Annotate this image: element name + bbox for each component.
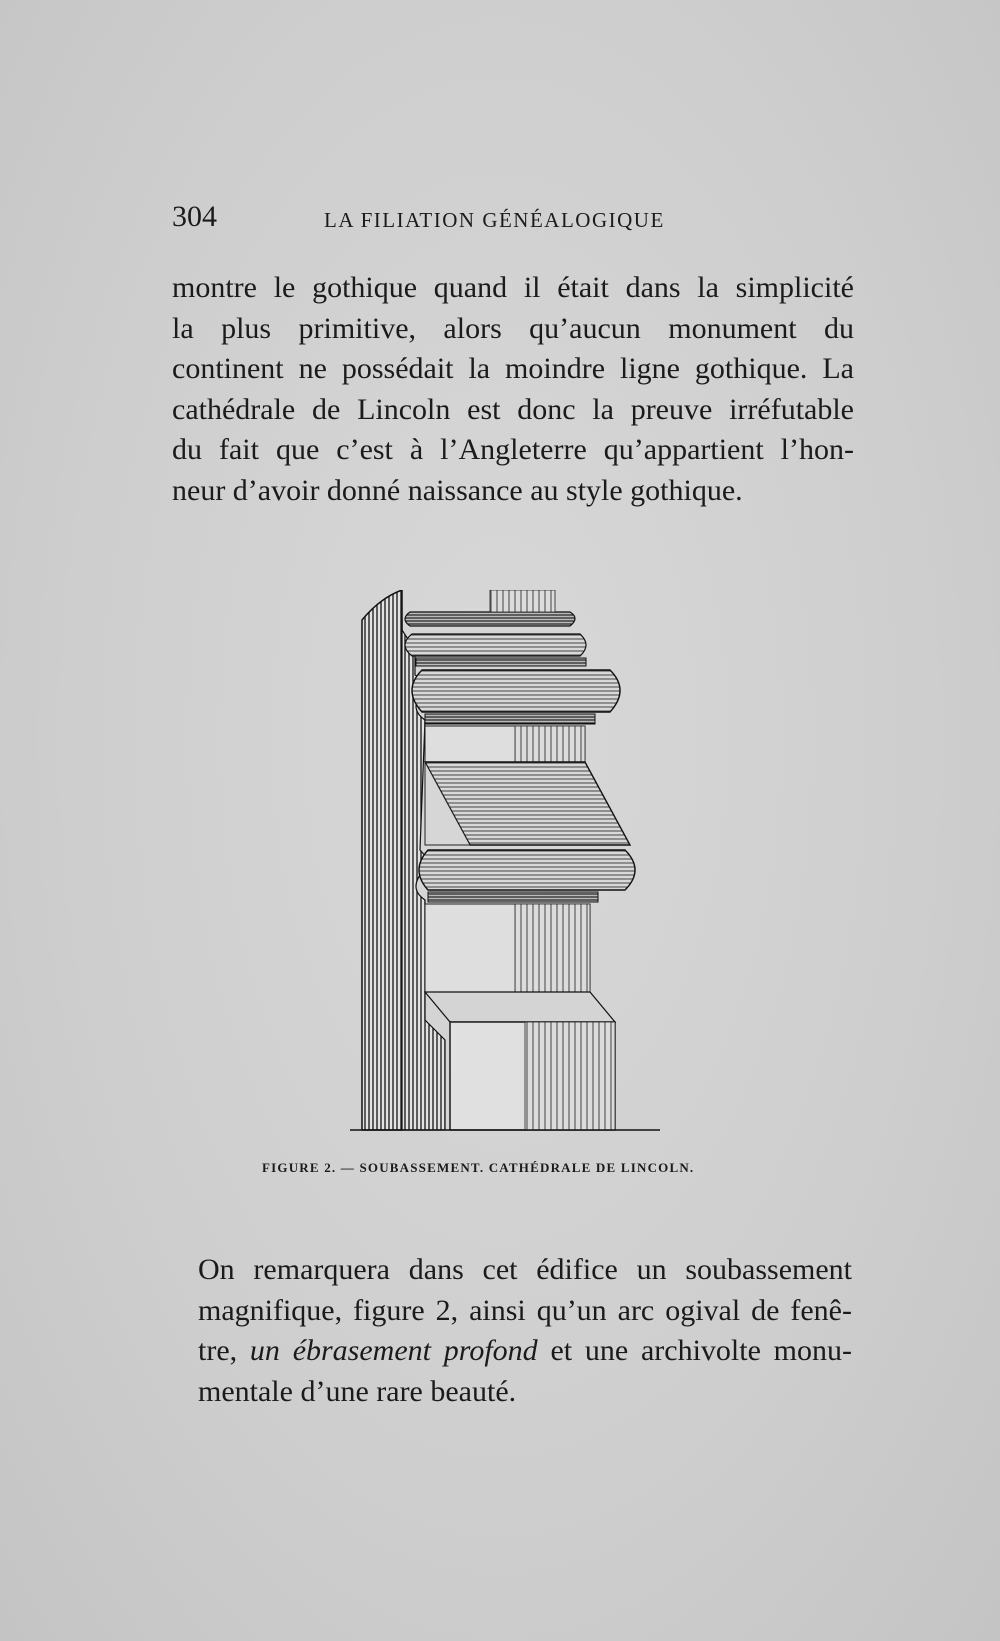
- text-line: continent ne possédait la moindre ligne gothique. La: [172, 352, 854, 385]
- running-title: LA FILIATION GÉNÉALOGIQUE: [324, 208, 665, 232]
- page-number: 304: [172, 200, 217, 233]
- paragraph-1: [172, 268, 854, 511]
- figure-caption: FIGURE 2. — SOUBASSEMENT. CATHÉDRALE DE LINCOLN.: [262, 1160, 695, 1175]
- italic-phrase: un ébrasement profond: [249, 1334, 538, 1367]
- page-header: [172, 200, 852, 240]
- text-line: la plus primitive, alors qu’aucun monument du: [172, 311, 854, 345]
- paragraph-2: [168, 1250, 852, 1412]
- figure-illustration: [340, 590, 670, 1140]
- text-line: [168, 1331, 852, 1372]
- text-line: magnifique, figure 2, ainsi qu’un arc ogival de fenê-: [198, 1293, 852, 1327]
- text-line: montre le gothique quand il était dans la simplicité: [172, 271, 854, 304]
- text-line: du fait que c’est à l’Angleterre qu’appartient l’hon-: [172, 433, 854, 466]
- text-line: neur d’avoir donné naissance au style gothique.: [172, 473, 743, 507]
- text-line: mentale d’une rare beauté.: [198, 1374, 517, 1408]
- text-line: cathédrale de Lincoln est donc la preuve irréfutable: [172, 392, 854, 426]
- text-line: On remarquera dans cet édifice un soubassement: [198, 1253, 852, 1286]
- text-segment: tre,: [198, 1334, 250, 1367]
- architectural-molding-illustration-icon: [340, 590, 670, 1140]
- text-segment: et une archivolte monu-: [537, 1334, 853, 1367]
